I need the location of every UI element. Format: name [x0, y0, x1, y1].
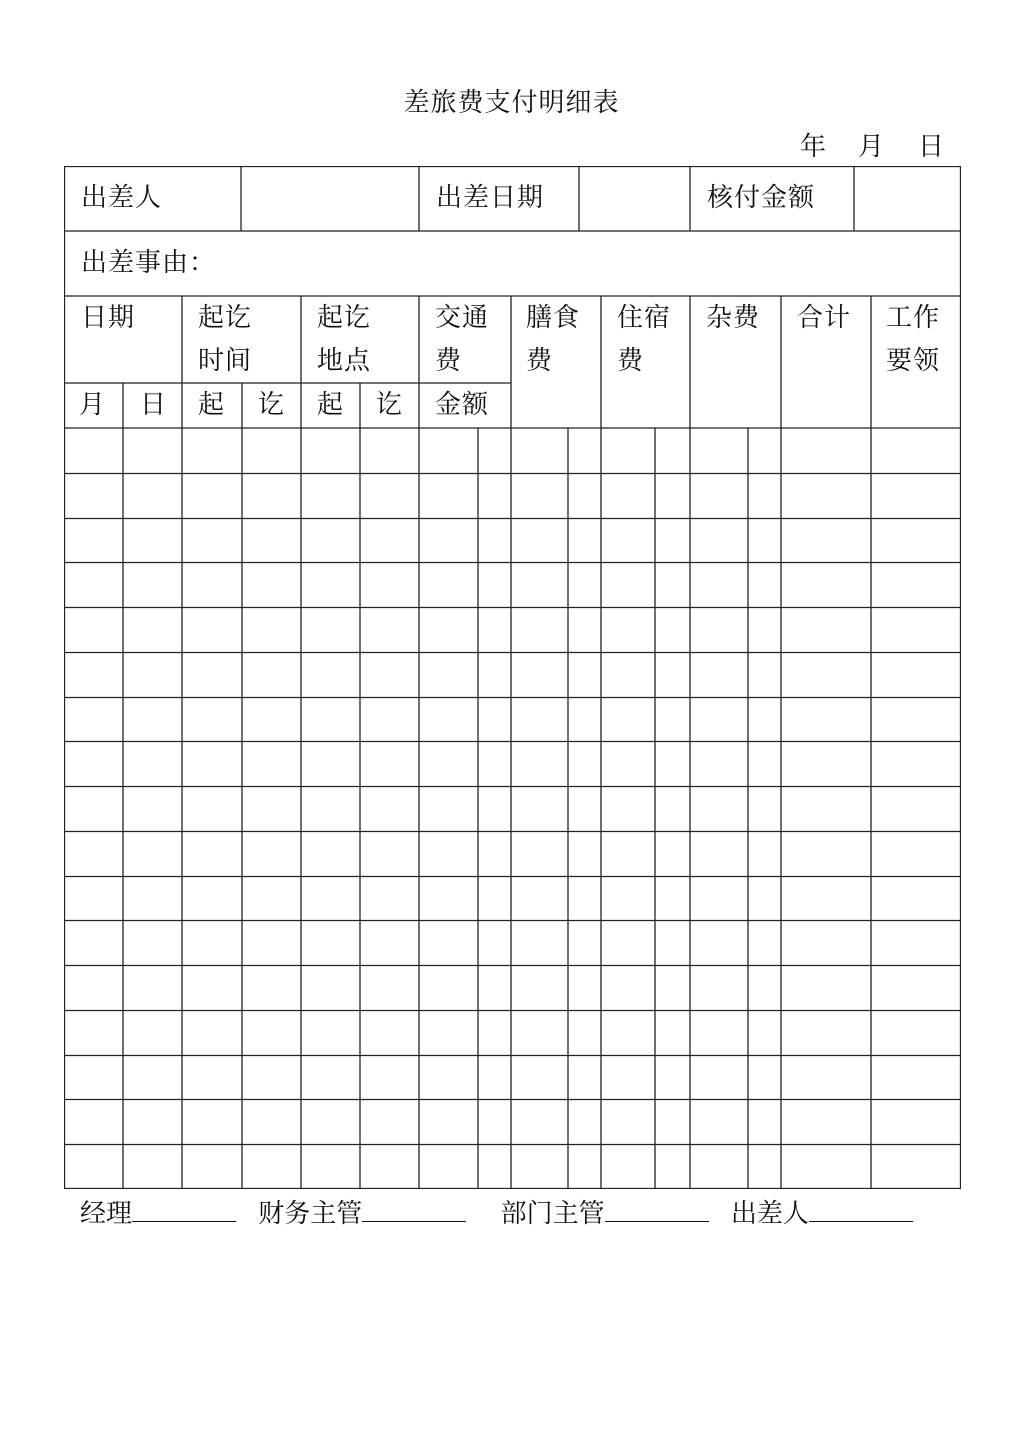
- subheader-time-start: 起: [198, 390, 226, 420]
- subheader-amount: 金额: [435, 390, 490, 420]
- subheader-month: 月: [79, 390, 107, 420]
- signature-blank[interactable]: [605, 1195, 709, 1222]
- signature-blank[interactable]: [809, 1195, 913, 1222]
- signature-line: [80, 1193, 913, 1230]
- signature-blank[interactable]: [132, 1195, 236, 1222]
- header-place: 起讫 地点: [317, 303, 372, 376]
- date-month-label: 月: [858, 132, 885, 162]
- approved-amount-field[interactable]: [855, 167, 960, 230]
- signature-blank[interactable]: [362, 1195, 466, 1222]
- travel-date-label: 出差日期: [436, 183, 545, 213]
- signature-manager-label: 经理: [80, 1199, 133, 1229]
- date-year-label: 年: [800, 132, 827, 162]
- header-date: 日期: [81, 303, 136, 333]
- approved-amount-label: 核付金额: [707, 183, 816, 213]
- reason-field[interactable]: [214, 232, 960, 295]
- header-total: 合计: [797, 303, 852, 333]
- signature-traveler-label: 出差人: [730, 1199, 809, 1229]
- subheader-place-end: 讫: [376, 390, 404, 420]
- subheader-time-end: 讫: [258, 390, 286, 420]
- reason-label: 出差事由：: [81, 248, 217, 278]
- expense-form-table: [64, 166, 961, 1189]
- signature-finance-label: 财务主管: [258, 1199, 363, 1229]
- page-title: 差旅费支付明细表: [403, 88, 620, 118]
- header-work: 工作 要领: [886, 303, 941, 376]
- subheader-place-start: 起: [317, 390, 345, 420]
- traveler-label: 出差人: [81, 183, 163, 213]
- traveler-field[interactable]: [242, 167, 418, 230]
- header-meals: 膳食 费: [526, 303, 581, 376]
- subheader-day: 日: [140, 390, 168, 420]
- date-day-label: 日: [918, 132, 945, 162]
- signature-finance[interactable]: [258, 1193, 466, 1230]
- signature-traveler[interactable]: [731, 1193, 913, 1230]
- signature-department-label: 部门主管: [500, 1199, 605, 1229]
- header-time: 起讫 时间: [198, 303, 253, 376]
- header-misc: 杂费: [706, 303, 761, 333]
- signature-manager[interactable]: [80, 1193, 236, 1230]
- signature-department[interactable]: [501, 1193, 709, 1230]
- header-transport: 交通 费: [435, 303, 490, 376]
- header-lodging: 住宿 费: [617, 303, 672, 376]
- travel-date-field[interactable]: [580, 167, 689, 230]
